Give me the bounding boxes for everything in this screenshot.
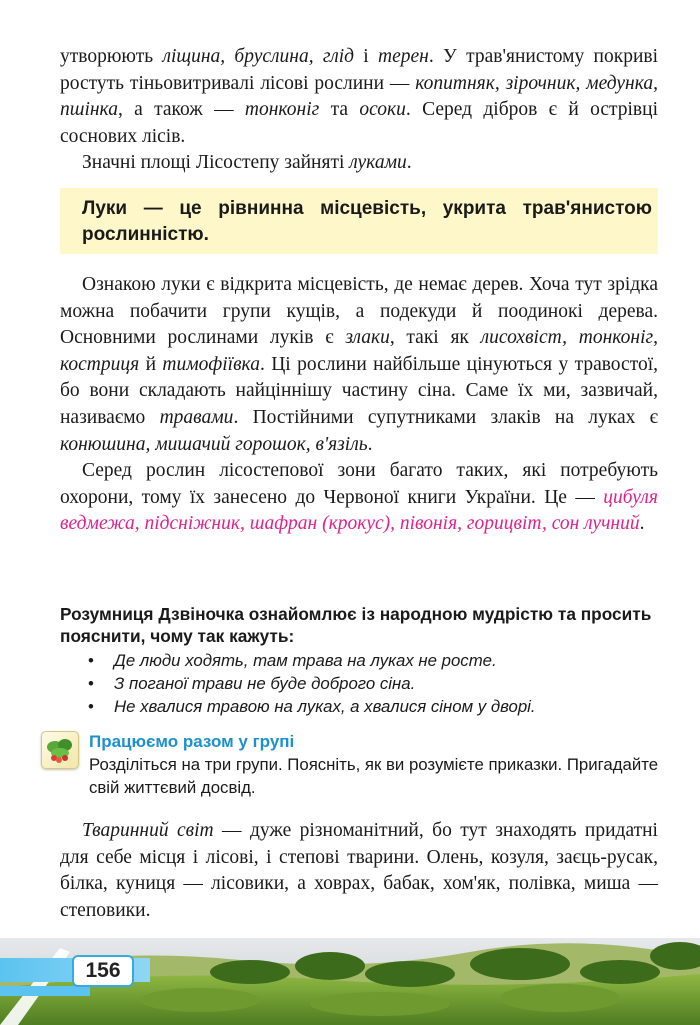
italic-term: тонконіг: [244, 99, 320, 121]
text-run: Ознакою луки є відкрита місцевість, де немає дерев. Хоча тут зрідка можна побачити групи кущів, а подекуди й поодинокі дерева. Основними рослинами луків є: [60, 274, 658, 349]
separator: ,: [541, 513, 552, 535]
text-run: утворюють: [60, 46, 163, 67]
italic-term: терен: [378, 46, 429, 67]
italic-term: травами: [159, 406, 234, 428]
italic-term: тимофіївка: [162, 353, 260, 375]
text-run: та: [319, 99, 360, 121]
text-run: .: [367, 433, 373, 455]
group-work-icon: [41, 731, 79, 769]
paragraph-meadows-intro: [60, 150, 658, 177]
text-run: . У трав'янистому покриві ростуть тіньовитривалі лісові рослини —: [60, 46, 659, 94]
text-run: — дуже різноманітний, бо тут знаходять придатні для себе місця і лісові, і степові тварини. Олень, козуля, заєць-русак, білка, куниця — лісовики, а ховрах, бабак, хом'як, полівка, миша — степовики.: [60, 820, 658, 921]
italic-term: конюшина, мишачий горошок, в'язіль: [60, 433, 368, 455]
separator: ,: [390, 513, 400, 535]
italic-term: ліщина, бруслина, глід: [162, 46, 355, 67]
wisdom-heading: Розумниця Дзвіночка ознайомлює із народною мудрістю та просить пояснити, чому так кажуть:: [60, 604, 652, 646]
text-run: .: [639, 513, 645, 535]
text-run: , а також —: [117, 99, 245, 121]
saying-item: • Де люди ходять, там трава на луках не росте.: [88, 649, 678, 672]
paragraph-animal-world: [60, 818, 658, 924]
separator: ,: [239, 513, 250, 535]
text-run: Значні площі Лісостепу зайняті: [82, 152, 350, 174]
separator: ,: [457, 513, 467, 535]
italic-term: копитняк, зірочник, медунка, пшінка: [60, 72, 658, 121]
italic-term: осоки: [359, 99, 406, 121]
text-run: і: [354, 46, 379, 67]
italic-term: злаки: [345, 327, 390, 349]
separator: ,: [134, 513, 145, 535]
sayings-list: [88, 649, 678, 718]
text-run: . Серед дібров є й острівці соснових лісів.: [60, 99, 658, 147]
text-run: . Постійними супутниками злаків на луках є: [233, 406, 659, 428]
definition-text: Луки — це рівнинна місцевість, укрита трав'янистою рослинністю.: [82, 198, 652, 245]
protected-plant: півонія: [399, 513, 458, 535]
protected-plant: шафран (крокус): [249, 513, 391, 535]
group-work-title: Працюємо разом у групі: [89, 732, 295, 751]
protected-plant: сон лучний: [551, 513, 640, 535]
paragraph-red-book: [60, 458, 658, 538]
paragraph-meadow-description: [60, 272, 658, 538]
protected-plant: горицвіт: [466, 513, 542, 535]
italic-term: луками: [349, 152, 407, 174]
page-number: 156: [74, 957, 132, 985]
paragraph-oak-forest-plants: [60, 44, 658, 177]
group-work-text: Розділіться на три групи. Поясніть, як ви розумієте приказки. Пригадайте свій життєвий досвід.: [89, 755, 659, 797]
saying-item: • З поганої трави не буде доброго сіна.: [88, 672, 678, 695]
text-run: , такі як: [389, 327, 481, 349]
text-run: й: [139, 353, 163, 375]
text-run: . Ці рослини найбільше цінуються у травостої, бо вони складають найціннішу частину сіна. Саме їх ми, зазвичай, називаємо: [60, 353, 659, 428]
italic-term: Тваринний світ: [82, 820, 214, 841]
text-run: Серед рослин лісостепової зони багато таких, які потребують охорони, тому їх занесено до Червоної книги України. Це —: [60, 460, 658, 508]
protected-plant: підсніжник: [144, 513, 240, 535]
saying-item: • Не хвалися травою на луках, а хвалися сіном у дворі.: [88, 695, 678, 718]
protected-plant: цибуля ведмежа: [60, 486, 658, 535]
page-number-bar-accent: [0, 986, 90, 996]
text-run: .: [406, 152, 412, 174]
italic-term: лисохвіст, тонконіг, костриця: [60, 327, 658, 375]
